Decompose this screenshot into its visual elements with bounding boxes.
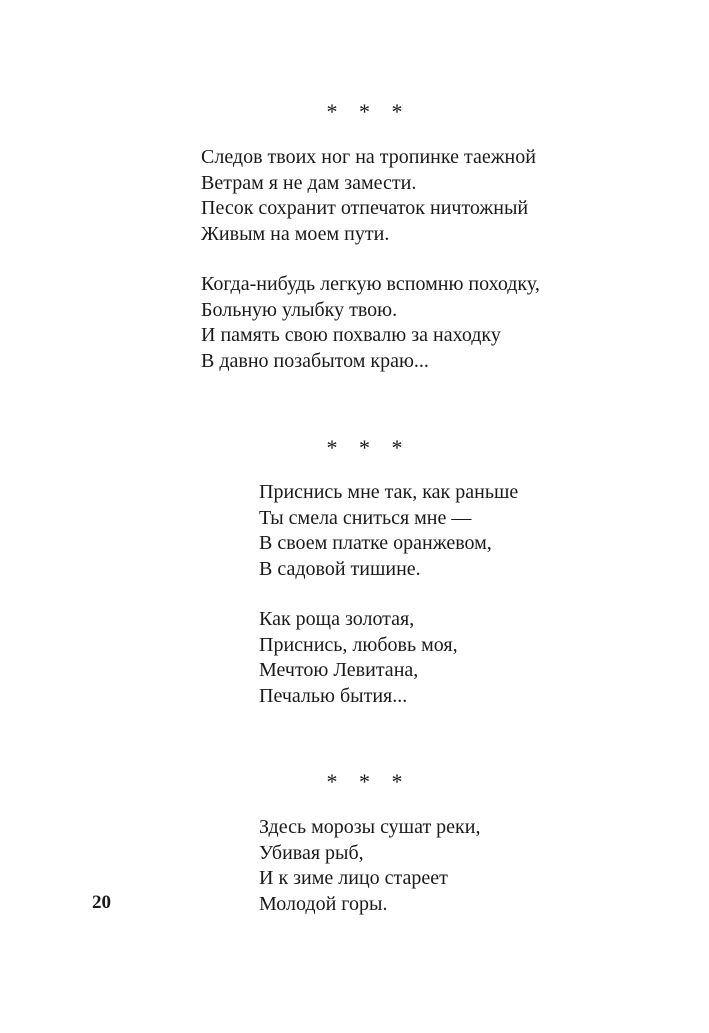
verse-line: Как роща золотая, — [259, 608, 415, 630]
verse-line: И память свою похвалю за находку — [201, 324, 501, 346]
verse-line: Песок сохранит отпечаток ничтожный — [201, 197, 529, 219]
stanza — [201, 145, 540, 247]
verse-line: В своем платке оранжевом, — [259, 532, 492, 554]
verse-line: Когда-нибудь легкую вспомню походку, — [201, 273, 540, 295]
stanza — [259, 815, 480, 917]
verse-line: Мечтою Левитана, — [259, 659, 419, 681]
verse-line: Ветрам я не дам замести. — [201, 171, 417, 194]
verse-line: В давно позабытом краю... — [201, 349, 429, 372]
poem-separator: * * * — [326, 769, 411, 794]
stanza — [201, 272, 540, 374]
poem-separator: * * * — [326, 435, 411, 460]
verse-line: Приснись, любовь моя, — [259, 633, 458, 656]
poem — [201, 145, 540, 374]
verse-line: Следов твоих ног на тропинке таежной — [201, 146, 536, 168]
poem — [259, 480, 518, 709]
verse-line: Убивая рыб, — [259, 841, 364, 864]
verse-line: Молодой горы. — [259, 892, 388, 915]
poem — [259, 815, 480, 917]
stanza — [259, 480, 518, 582]
verse-line: И к зиме лицо стареет — [259, 867, 448, 889]
verse-line: Печалью бытия... — [259, 684, 408, 707]
verse-line: В садовой тишине. — [259, 557, 421, 580]
verse-line: Ты смела сниться мне — — [259, 506, 472, 529]
poem-separator: * * * — [326, 99, 411, 124]
verse-line: Здесь морозы сушат реки, — [259, 816, 481, 838]
verse-line: Больную улыбку твою. — [201, 298, 398, 321]
verse-line: Живым на моем пути. — [201, 222, 390, 245]
verse-line: Приснись мне так, как раньше — [259, 481, 519, 503]
page-number: 20 — [92, 892, 111, 913]
stanza — [259, 607, 518, 709]
